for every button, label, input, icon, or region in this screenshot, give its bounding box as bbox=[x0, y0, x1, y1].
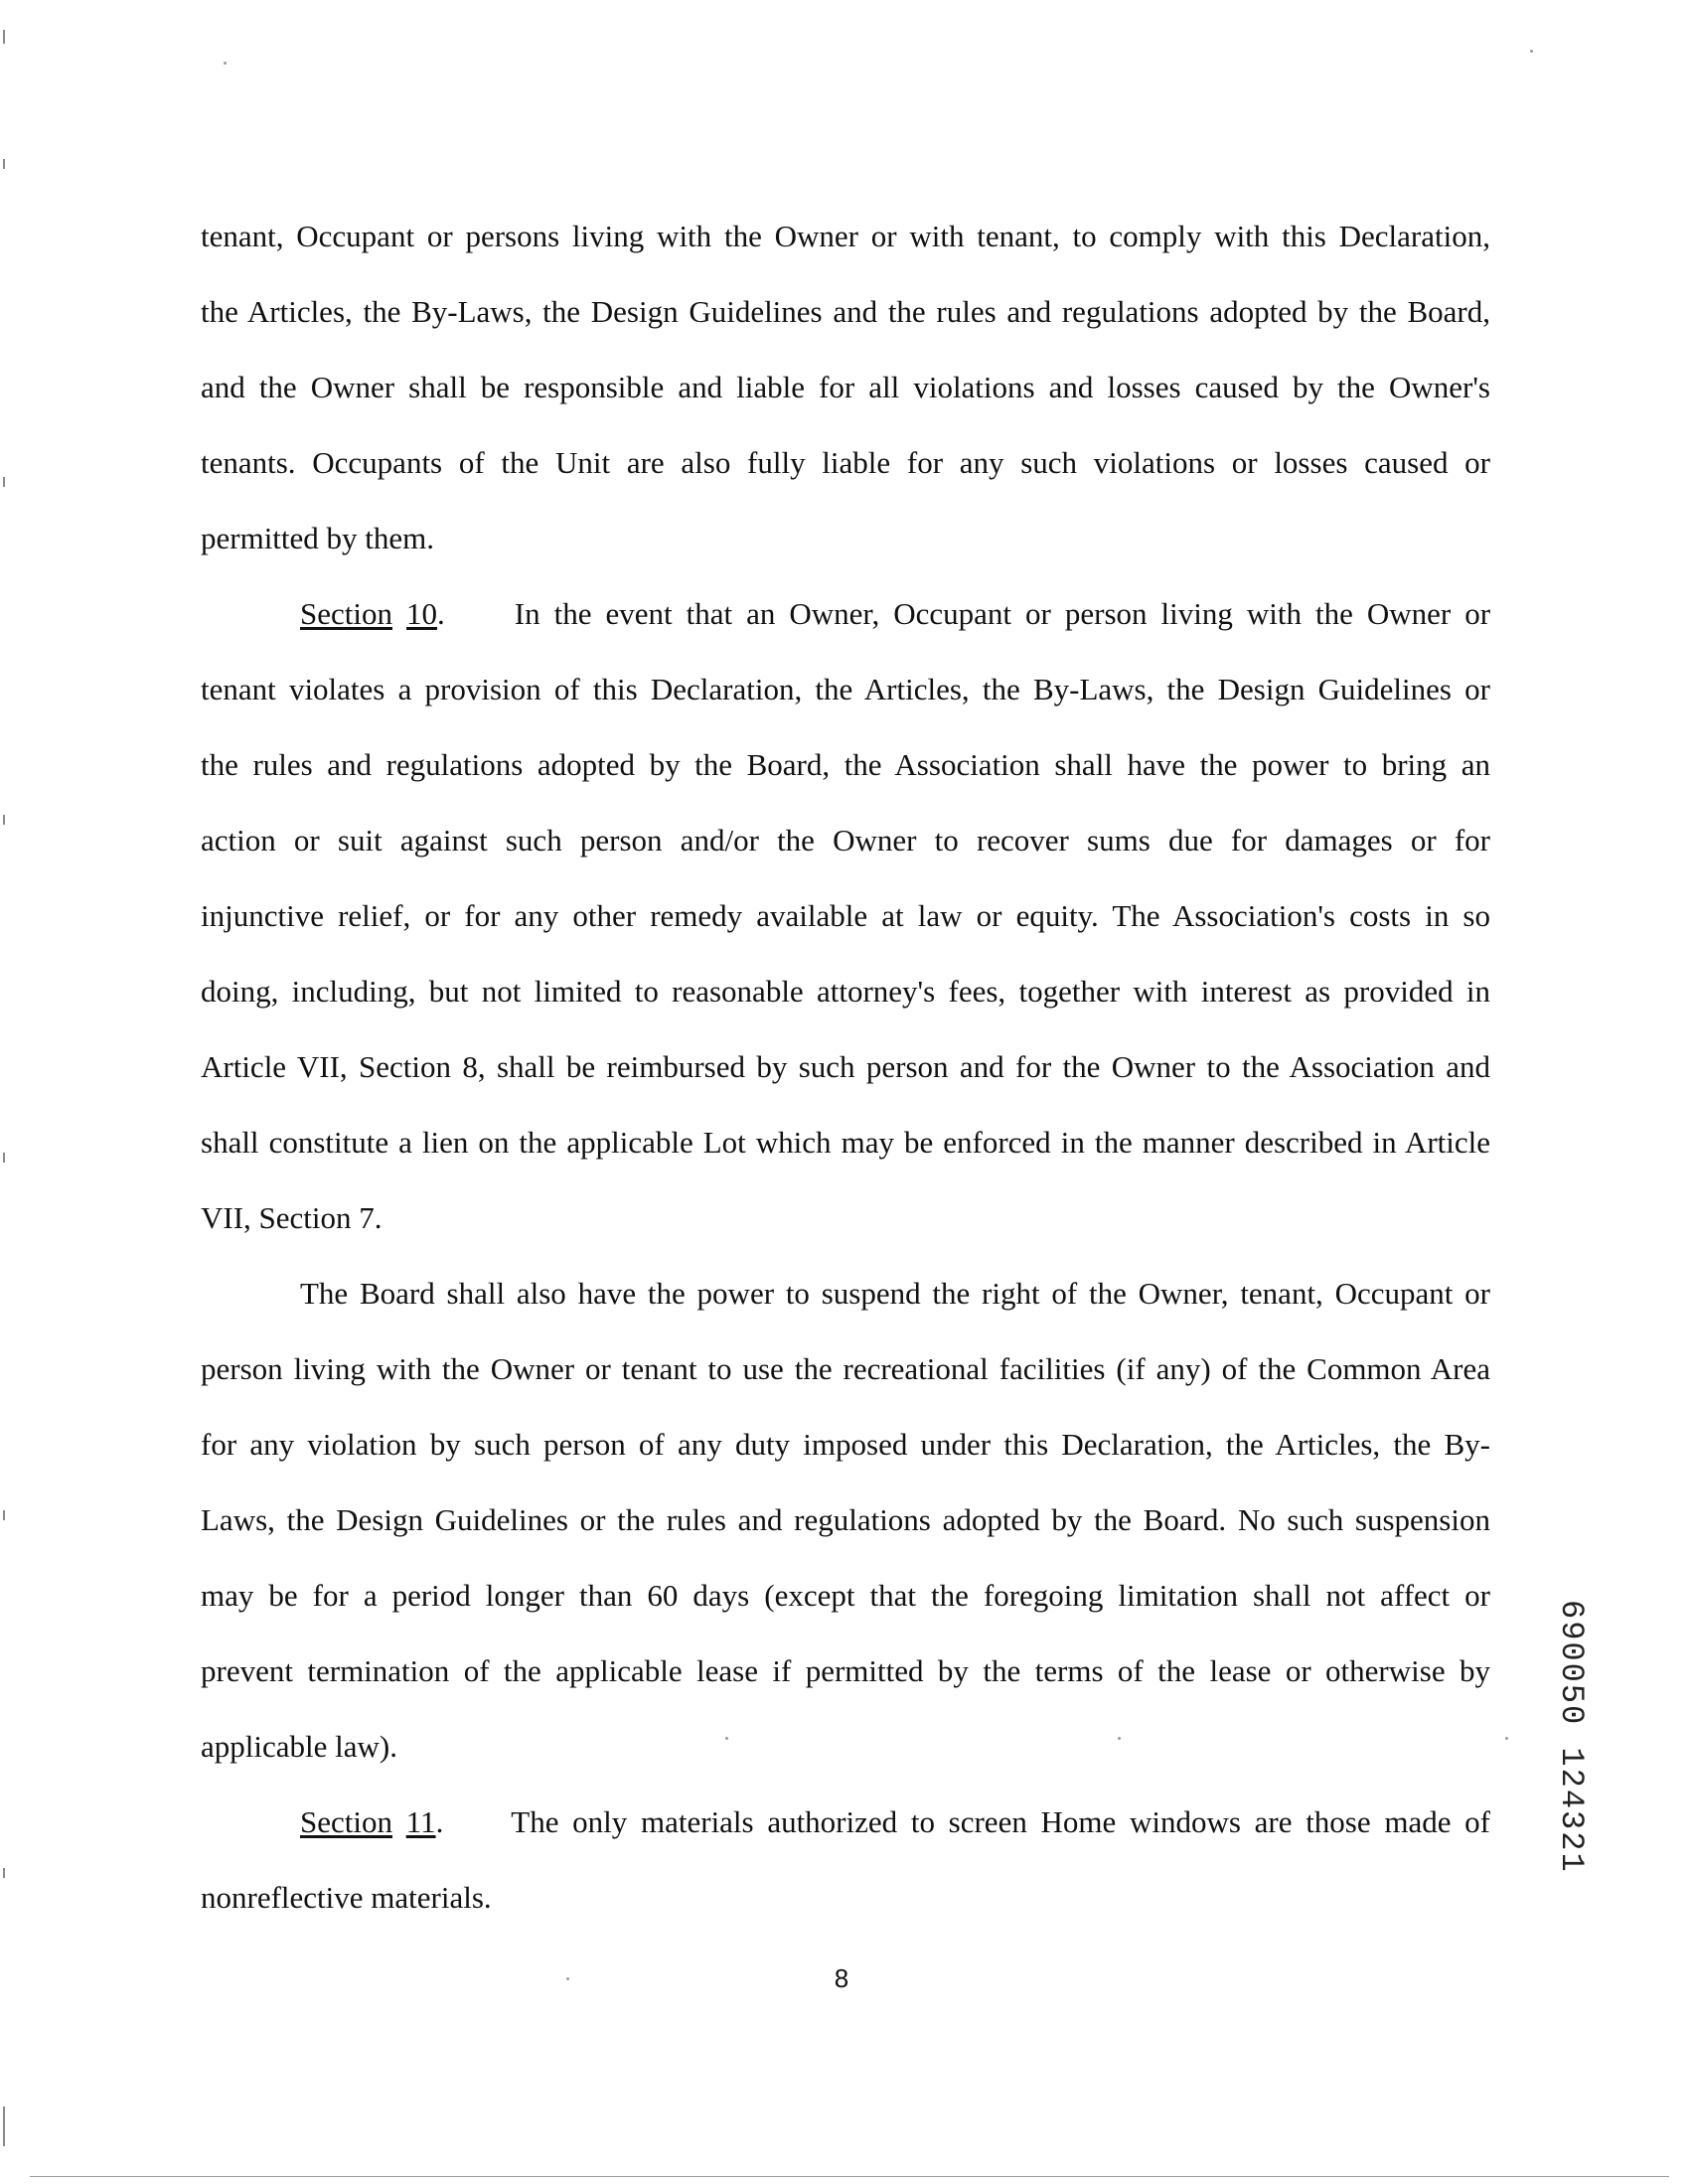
scan-mark bbox=[3, 1510, 5, 1520]
scan-speck bbox=[1530, 50, 1533, 53]
scan-edge bbox=[30, 2176, 1669, 2177]
scan-speck bbox=[1505, 1737, 1508, 1740]
board-paragraph-line: The Board shall also have the power to suspend the right of the Owner, tenant, Occupant or bbox=[300, 1276, 1490, 1311]
board-paragraph-line: prevent termination of the applicable lease if permitted by the terms of the lease or otherwise by bbox=[201, 1653, 1490, 1688]
scan-mark bbox=[3, 30, 5, 44]
section-11-line: nonreflective materials. bbox=[201, 1880, 492, 1915]
scan-mark bbox=[3, 2106, 5, 2146]
board-paragraph-line: applicable law). bbox=[201, 1729, 397, 1764]
section-10-line: Article VII, Section 8, shall be reimbursed by such person and for the Owner to the Association and bbox=[201, 1049, 1490, 1084]
section-10-line: doing, including, but not limited to reasonable attorney's fees, together with interest as provided in bbox=[201, 974, 1490, 1009]
board-paragraph-line: person living with the Owner or tenant to use the recreational facilities (if any) of the Common Area bbox=[201, 1351, 1490, 1386]
scan-mark bbox=[3, 477, 5, 487]
section-11-heading-line bbox=[201, 1785, 1490, 1860]
paragraph-line: tenants. Occupants of the Unit are also fully liable for any such violations or losses caused or bbox=[201, 445, 1490, 480]
scan-mark bbox=[3, 1153, 5, 1163]
scan-mark bbox=[3, 815, 5, 825]
scan-speck bbox=[566, 1977, 569, 1980]
paragraph-line: tenant, Occupant or persons living with the Owner or with tenant, to comply with this Declaration, bbox=[201, 219, 1490, 253]
scan-speck bbox=[224, 62, 227, 65]
paragraph-line: permitted by them. bbox=[201, 521, 435, 555]
board-paragraph-line: Laws, the Design Guidelines or the rules and regulations adopted by the Board. No such suspension bbox=[201, 1502, 1490, 1537]
section-10-first-line: In the event that an Owner, Occupant or person living with the Owner or bbox=[514, 596, 1491, 631]
section-10-line: VII, Section 7. bbox=[201, 1200, 383, 1235]
section-11-label: Section bbox=[300, 1804, 392, 1839]
section-10-line: action or suit against such person and/or the Owner to recover sums due for damages or for bbox=[201, 823, 1490, 858]
scan-speck bbox=[1118, 1737, 1121, 1740]
section-10-line: tenant violates a provision of this Declaration, the Articles, the By-Laws, the Design Guidelines or bbox=[201, 672, 1490, 706]
section-11-number: 11 bbox=[405, 1804, 436, 1839]
paragraph-line: the Articles, the By-Laws, the Design Guidelines and the rules and regulations adopted by the Board, bbox=[201, 294, 1490, 329]
body-text bbox=[201, 199, 1490, 1936]
paragraph-line: and the Owner shall be responsible and liable for all violations and losses caused by the Owner's bbox=[201, 370, 1490, 404]
section-10-line: shall constitute a lien on the applicable Lot which may be enforced in the manner described in Article bbox=[201, 1125, 1490, 1160]
section-10-label: Section bbox=[300, 596, 392, 631]
section-10-line: the rules and regulations adopted by the Board, the Association shall have the power to bring an bbox=[201, 747, 1490, 782]
page-number: 8 bbox=[834, 1963, 849, 1993]
scan-mark bbox=[3, 159, 5, 169]
board-paragraph-line: for any violation by such person of any duty imposed under this Declaration, the Articles, the By- bbox=[201, 1427, 1490, 1462]
recording-stamp: 690050 124321 bbox=[1553, 1600, 1590, 1874]
section-10-heading-line bbox=[201, 576, 1490, 652]
section-10-number: 10 bbox=[406, 596, 438, 631]
section-11-punct: . bbox=[435, 1804, 444, 1839]
section-10-punct: . bbox=[437, 596, 445, 631]
section-11-first-line: The only materials authorized to screen Home windows are those made of bbox=[511, 1804, 1490, 1839]
board-paragraph-line: may be for a period longer than 60 days (except that the foregoing limitation shall not affect or bbox=[201, 1578, 1490, 1613]
scan-speck bbox=[725, 1737, 728, 1740]
section-10-line: injunctive relief, or for any other remedy available at law or equity. The Association's costs in so bbox=[201, 898, 1490, 933]
scan-mark bbox=[3, 1868, 5, 1878]
